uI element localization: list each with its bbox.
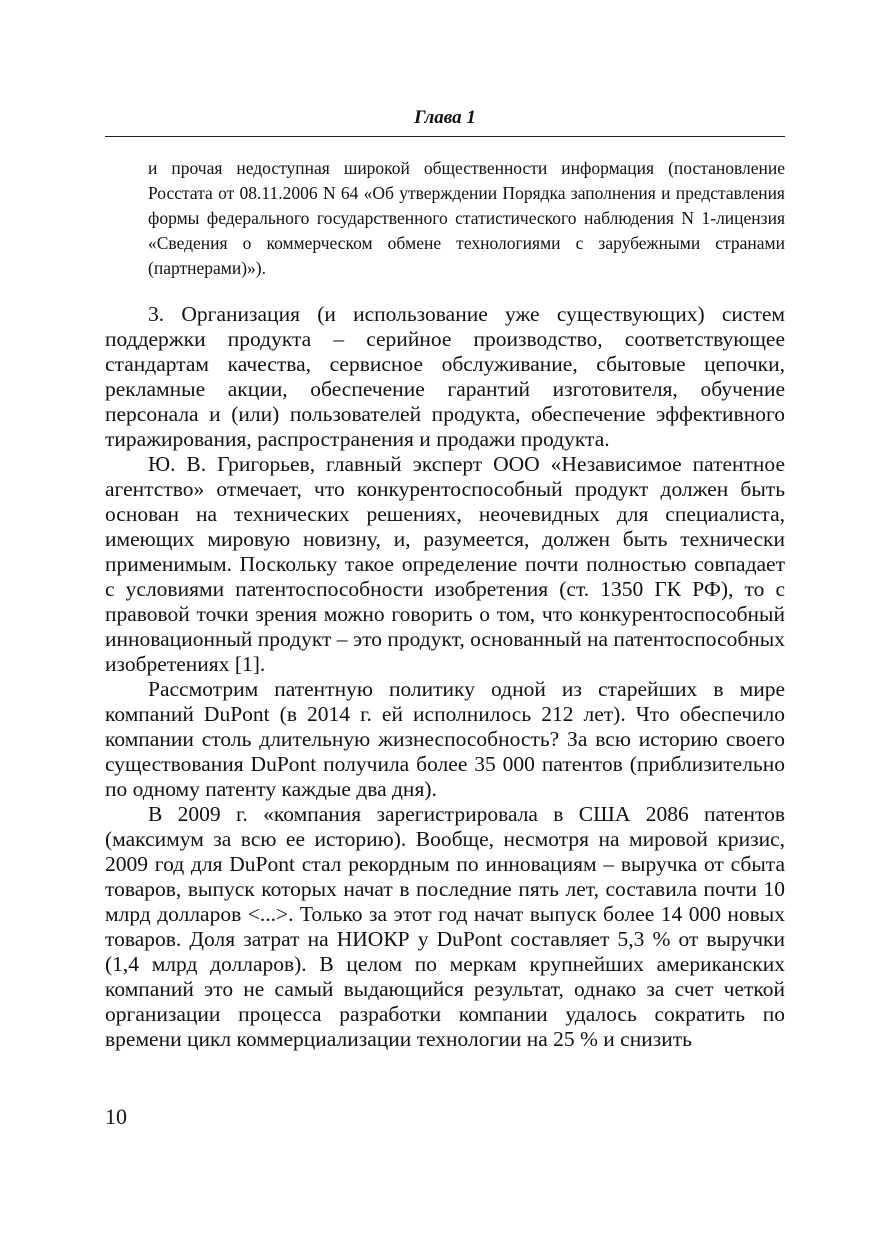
chapter-header: Глава 1 — [414, 107, 476, 128]
footnote-text: и прочая недоступная широкой общественности информация (постановление Росстата от 08.11.2006 N 64 «Об утверждении Порядка заполнения и представления формы федерального государственного статистического наблюдения N 1-лицензия «Сведения о коммерческом обмене технологиями с зарубежными странами (партнерами)»). — [148, 158, 785, 278]
paragraph-2: Ю. В. Григорьев, главный эксперт ООО «Независимое патентное агентство» отмечает, что конкурентоспособный продукт должен быть основан на технических решениях, неочевидных для специалиста, имеющих мировую новизну, и, разумеется, должен быть технически применимым. Поскольку такое определение почти полностью совпадает с условиями патентоспособности изобретения (ст. 1350 ГК РФ), то с правовой точки зрения можно говорить о том, что конкурентоспособный инновационный продукт – это продукт, основанный на патентоспособных изобретениях [1]. — [105, 452, 786, 676]
page-number: 10 — [105, 1104, 127, 1129]
paragraph-3: Рассмотрим патентную политику одной из старейших в мире компаний DuPont (в 2014 г. ей исполнилось 212 лет). Что обеспечило компании столь длительную жизнеспособность? За всю историю своего существования DuPont получила более 35 000 патентов (приблизительно по одному патенту каждые два дня). — [105, 677, 785, 801]
body-text — [105, 302, 785, 1052]
footnote — [148, 156, 785, 281]
header-rule — [105, 136, 785, 137]
paragraph-4: В 2009 г. «компания зарегистрировала в США 2086 патентов (максимум за всю ее историю). Вообще, несмотря на мировой кризис, 2009 год для DuPont стал рекордным по инновациям – выручка от сбыта товаров, выпуск которых начат в последние пять лет, составила почти 10 млрд долларов <...>. Только за этот год начат выпуск более 14 000 новых товаров. Доля затрат на НИОКР у DuPont составляет 5,3 % от выручки (1,4 млрд долларов). В целом по меркам крупнейших американских компаний это не самый выдающийся результат, однако за счет четкой организации процесса разработки компании удалось сократить по времени цикл коммерциализации технологии на 25 % и снизить — [105, 802, 785, 1051]
paragraph-1: 3. Организация (и использование уже существующих) систем поддержки продукта – серийное производство, соответствующее стандартам качества, сервисное обслуживание, сбытовые цепочки, рекламные акции, обеспечение гарантий изготовителя, обучение персонала и (или) пользователей продукта, обеспечение эффективного тиражирования, распространения и продажи продукта. — [105, 302, 785, 451]
